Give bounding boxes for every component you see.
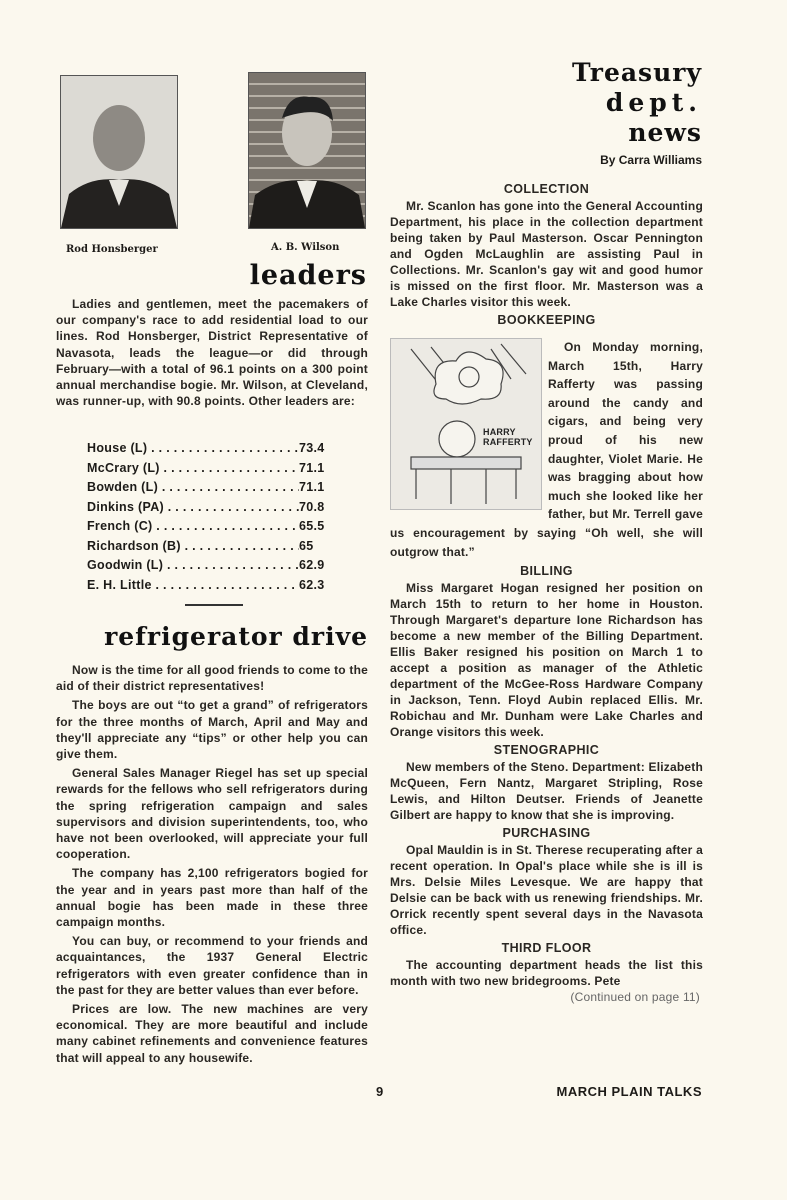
- cartoon-illustration: [390, 338, 542, 510]
- leader-row: [87, 517, 347, 537]
- leader-name: Goodwin (L) . . .: [87, 556, 299, 576]
- subheading-stenographic: STENOGRAPHIC: [493, 743, 600, 758]
- leader-points: 62.9: [299, 558, 325, 572]
- paragraph: The accounting department heads the list this month with two new bridegrooms. Pete: [390, 958, 703, 989]
- paragraph: The boys are out “to get a grand” of refrigerators for the three months of March, April and May and they'll appreciate any “tips” or other help you can give them.: [56, 698, 368, 762]
- leader-row: [87, 576, 347, 596]
- paragraph: Prices are low. The new machines are very economical. They are more beautiful and include many cabinet refinements and convenience features that will appeal to any housewife.: [56, 1002, 368, 1065]
- paragraph: New members of the Steno. Department: Elizabeth McQueen, Fern Nantz, Margaret Stripling, Rose Lewis, and Hilton Deutser. Friends of Jeanette Gilbert are happy to know that she is improving.: [390, 760, 703, 823]
- heading-line: dept.: [605, 88, 702, 117]
- treasury-article: [390, 179, 703, 1005]
- cartoon-drawing: [391, 339, 541, 509]
- leaders-heading: leaders: [249, 260, 367, 291]
- leader-points: 73.4: [299, 441, 325, 455]
- leader-name: Dinkins (PA) . . .: [87, 498, 299, 518]
- paragraph: Opal Mauldin is in St. Therese recuperating after a recent operation. In Opal's place while she is ill is Mrs. Delsie Miles Levesque. We are happy that Delsie can be back with us renewing friendships. Mr. Orrick recently spent several days in the Navasota office.: [390, 843, 703, 938]
- leader-points: 65: [299, 538, 314, 553]
- treasury-heading: [572, 58, 702, 148]
- photo-ab-wilson: [248, 72, 366, 229]
- photo-caption: A. B. Wilson: [271, 242, 340, 253]
- paragraph: General Sales Manager Riegel has set up special rewards for the fellows who sell refrigerators during the spring refrigeration campaign and sales supervisors and division superintendents, too, who have not been overlooked, will appreciate your full cooperation.: [56, 766, 368, 862]
- photo-rod-honsberger: [60, 75, 178, 229]
- leaders-list: [87, 439, 347, 595]
- section-divider: [185, 604, 243, 606]
- leader-row: [87, 439, 347, 459]
- leader-name: Richardson (B) . . .: [87, 537, 299, 557]
- paragraph: On Monday morning, March 15th, Harry Rafferty was passing around the candy and cigars, and being very proud of his new daughter, Violet Marie. He was bragging about how much she looked like her father, but Mr. Terrell gave us encouragement by saying “Oh well, she will outgrow that.”: [390, 340, 703, 559]
- leader-row: [87, 478, 347, 498]
- refrigerator-heading: refrigerator drive: [104, 622, 368, 651]
- page-number: 9: [376, 1084, 384, 1099]
- leader-name: Bowden (L) . . .: [87, 478, 299, 498]
- leader-row: [87, 498, 347, 518]
- cartoon-label: HARRY RAFFERTY: [483, 427, 537, 447]
- leader-points: 65.5: [299, 519, 325, 533]
- paragraph: The company has 2,100 refrigerators bogied for the year and in years past more than half of the annual bogie has been made in these three campaign months.: [56, 866, 368, 930]
- leader-points: 62.3: [299, 577, 325, 592]
- portrait-image: [249, 73, 365, 228]
- leader-name: McCrary (L) . . .: [87, 459, 299, 479]
- leader-row: [87, 459, 347, 479]
- continued-note: (Continued on page 11): [570, 990, 700, 1005]
- paragraph: Miss Margaret Hogan resigned her position on March 15th to return to her home in Houston. Through Margaret's departure Ione Richardson has become a new member of the Billing Department. Ellis Baker resigned his position on March 1 to accept a position as manager of the Athletic department of the McGee-Ross Hardware Company in Jackson, Tenn. Floyd Aubin replaced Ellis. Mr. Robichau and Mr. Dunham were Lake Charles and Orange visitors this week.: [390, 581, 703, 740]
- byline: By Carra Williams: [600, 153, 702, 167]
- photo-caption: Rod Honsberger: [66, 244, 158, 255]
- paragraph: Now is the time for all good friends to come to the aid of their district representatives!: [56, 663, 368, 694]
- paragraph: Ladies and gentlemen, meet the pacemakers of our company's race to add residential load to our lines. Rod Honsberger, District Representative of Navasota, leads the league—or did through February—with a total of 96.1 points on a 300 point annual merchandise bogie. Mr. Wilson, at Cleveland, was runner-up, with 90.8 points. Other leaders are:: [56, 297, 368, 409]
- leader-name: House (L) . . .: [87, 439, 299, 459]
- heading-line: Treasury: [571, 58, 702, 87]
- heading-line: news: [628, 118, 702, 147]
- leader-name: French (C) . . .: [87, 517, 299, 537]
- subheading-purchasing: PURCHASING: [502, 826, 591, 841]
- subheading-bookkeeping: BOOKKEEPING: [497, 313, 596, 327]
- leader-points: 71.1: [299, 480, 325, 494]
- leader-row: [87, 537, 347, 557]
- leader-points: 71.1: [299, 460, 325, 475]
- subheading-third-floor: THIRD FLOOR: [501, 941, 592, 956]
- leader-name: E. H. Little . . .: [87, 576, 299, 596]
- portrait-image: [61, 76, 177, 228]
- publication-name: MARCH PLAIN TALKS: [556, 1084, 702, 1099]
- paragraph: Mr. Scanlon has gone into the General Accounting Department, his place in the collection department being taken by Paul Masterson. Oscar Pennington and Ogden McLaughlin are assisting Paul in Collections. Mr. Scanlon's gay wit and good humor is missed on the first floor. Mr. Masterson was a Lake Charles visitor this week.: [390, 199, 703, 309]
- leader-points: 70.8: [299, 499, 325, 514]
- refrigerator-article: [56, 662, 368, 1069]
- leaders-intro: [56, 296, 368, 412]
- leader-row: [87, 556, 347, 576]
- subheading-collection: COLLECTION: [503, 182, 590, 196]
- subheading-billing: BILLING: [520, 564, 573, 579]
- paragraph: You can buy, or recommend to your friends and acquaintances, the 1937 General Electric refrigerators with even greater confidence than in the past for they are better values than ever before.: [56, 934, 368, 997]
